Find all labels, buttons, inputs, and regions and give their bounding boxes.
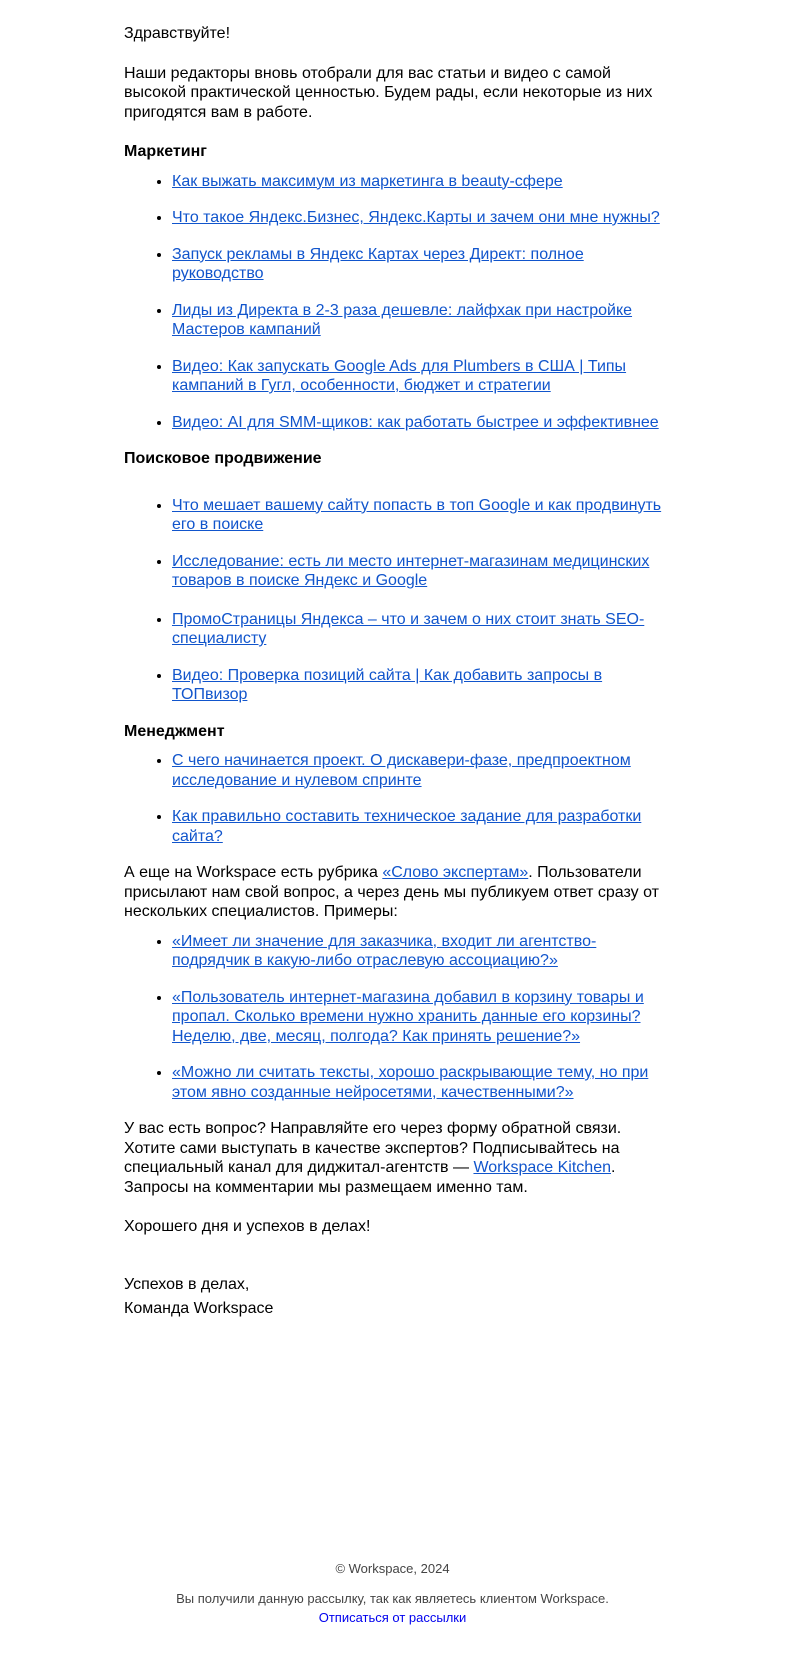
article-link[interactable]: Как выжать максимум из маркетинга в beauty-сфере [172,172,563,190]
list-item [172,208,672,228]
video-link[interactable]: Видео: AI для SMM-щиков: как работать быстрее и эффективнее [172,413,659,431]
question-paragraph [124,1119,672,1197]
signoff-line-2: Команда Workspace [124,1299,274,1317]
section-title-marketing: Маркетинг [124,143,207,160]
list-item [172,932,672,971]
article-link[interactable]: С чего начинается проект. О дискавери-фазе, предпроектном исследование и нулевом спринте [172,752,631,789]
copyright-text: © Workspace, 2024 [335,1561,450,1576]
list-item [172,552,672,591]
question-text-before: У вас есть вопрос? Направляйте его через форму обратной связи. Хотите сами выступать в качестве экспертов? Подписывайтесь на специальный канал для диджитал-агентств — [124,1120,622,1176]
list-item [172,357,672,396]
email-footer [0,1559,785,1627]
list-item [172,413,672,433]
marketing-list [124,172,672,433]
signoff [124,1273,672,1321]
article-link[interactable]: Что такое Яндекс.Бизнес, Яндекс.Карты и зачем они мне нужны? [172,209,660,226]
unsubscribe-link[interactable]: Отписаться от рассылки [318,1610,467,1625]
subscription-notice: Вы получили данную рассылку, так как являетесь клиентом Workspace. [176,1591,609,1606]
list-item [172,245,672,284]
article-link[interactable]: Как правильно составить техническое задание для разработки сайта? [172,808,642,845]
article-link[interactable]: Запуск рекламы в Яндекс Картах через Директ: полное руководство [172,245,584,282]
signoff-line-1: Успехов в делах, [124,1275,250,1293]
management-list [124,751,672,846]
article-link[interactable]: Исследование: есть ли место интернет-магазинам медицинских товаров в поиске Яндекс и Google [172,552,650,589]
wish-text: Хорошего дня и успехов в делах! [124,1218,371,1235]
expert-question-link[interactable]: «Имеет ли значение для заказчика, входит ли агентство-подрядчик в какую-либо отраслевую ассоциацию?» [172,932,597,969]
list-item [172,988,672,1047]
expert-question-link[interactable]: «Можно ли считать тексты, хорошо раскрывающие тему, но при этом явно созданные нейросетями, качественными?» [172,1064,649,1101]
article-link[interactable]: ПромоСтраницы Яндекса – что и зачем о них стоит знать SEO-специалисту [172,610,645,647]
list-item [172,751,672,790]
experts-rubric-link[interactable]: «Слово экспертам» [382,864,529,881]
video-link[interactable]: Видео: Проверка позиций сайта | Как добавить запросы в ТОПвизор [172,666,603,703]
section-title-management: Менеджмент [124,722,225,740]
experts-list [124,932,672,1103]
experts-text-before: А еще на Workspace есть рубрика [124,864,383,881]
question-text-after: . Запросы на комментарии мы размещаем именно там. [124,1159,616,1196]
experts-paragraph [124,863,672,922]
email-body [124,24,672,1321]
list-item [172,610,672,649]
list-item [172,666,672,705]
video-link[interactable]: Видео: Как запускать Google Ads для Plumbers в США | Типы кампаний в Гугл, особенности, бюджет и стратегии [172,357,627,394]
intro-paragraph: Наши редакторы вновь отобрали для вас статьи и видео с самой высокой практической ценностью. Будем рады, если некоторые из них пригодятся вам в работе. [124,64,653,121]
workspace-kitchen-link[interactable]: Workspace Kitchen [473,1159,611,1176]
greeting-text: Здравствуйте! [124,25,231,42]
article-link[interactable]: Лиды из Директа в 2-3 раза дешевле: лайфхак при настройке Мастеров кампаний [172,301,633,338]
list-item [172,172,672,192]
experts-text-after: . Пользователи присылают нам свой вопрос, а через день мы публикуем ответ сразу от нескольких специалистов. Примеры: [124,864,659,920]
article-link[interactable]: Что мешает вашему сайту попасть в топ Google и как продвинуть его в поиске [172,496,662,533]
expert-question-link[interactable]: «Пользователь интернет-магазина добавил в корзину товары и пропал. Сколько времени нужно хранить данные его корзины? Неделю, две, месяц, полгода? Как принять решение?» [172,988,644,1045]
list-item [172,301,672,340]
list-item [172,496,672,535]
list-item [172,807,672,846]
seo-list [124,496,672,705]
list-item [172,1063,672,1102]
section-title-seo: Поисковое продвижение [124,450,322,467]
